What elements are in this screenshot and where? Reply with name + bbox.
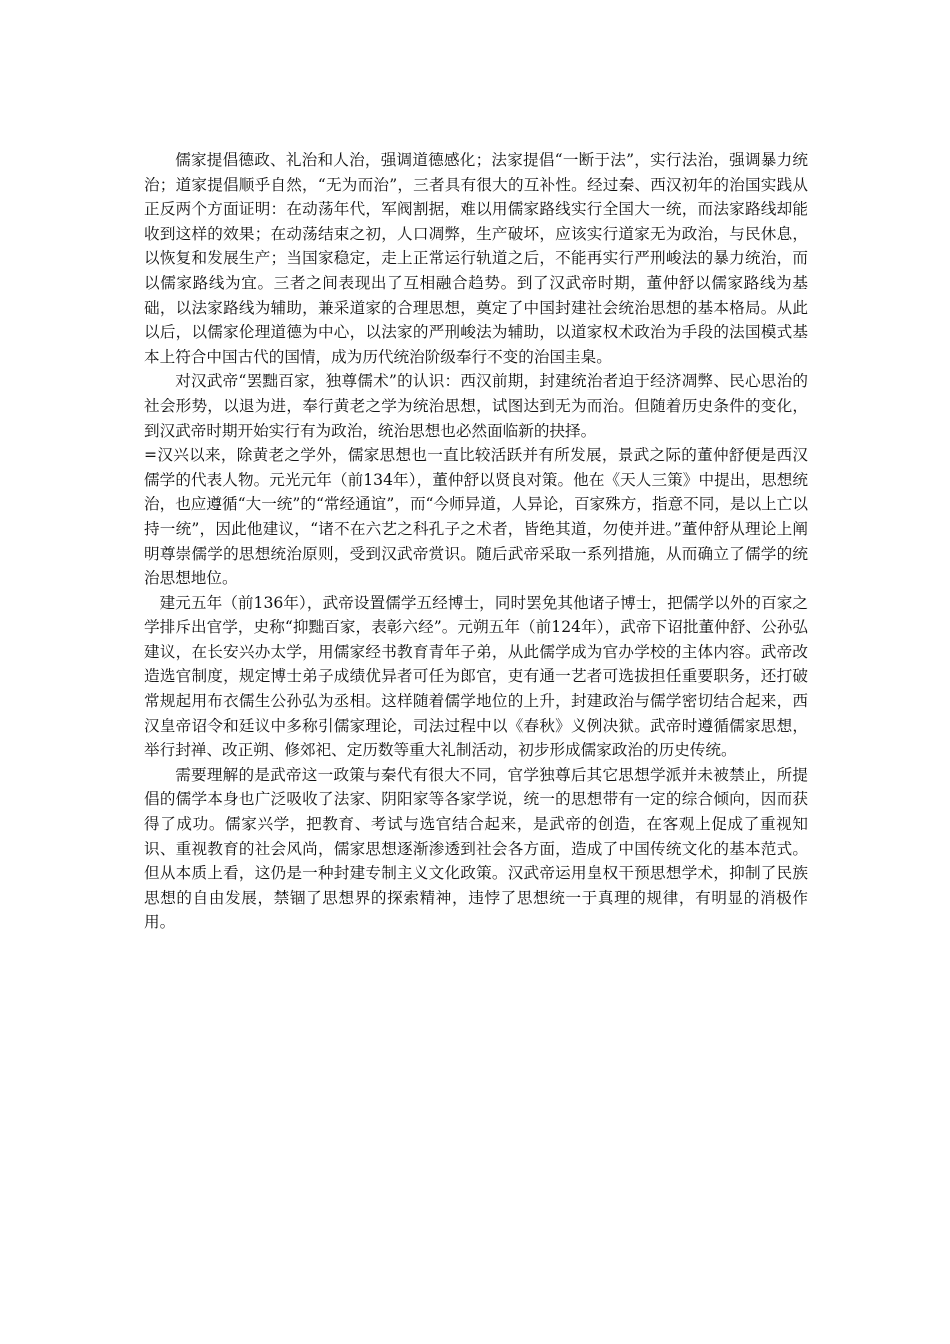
paragraph-policy-assessment: 需要理解的是武帝这一政策与秦代有很大不同，官学独尊后其它思想学派并未被禁止，所提倡的儒学本身也广泛吸收了法家、阴阳家等各家学说，统一的思想带有一定的综合倾向，因而获得了成功。儒家兴学，把教育、考试与选官结合起来，是武帝的创造，在客观上促成了重视知识、重视教育的社会风尚，儒家思想逐渐渗透到社会各方面，造成了中国传统文化的基本范式。但从本质上看，这仍是一种封建专制主义文化政策。汉武帝运用皇权干预思想学术，抑制了民族思想的自由发展，禁锢了思想界的探索精神，违悖了思想统一于真理的规律，有明显的消极作用。 (144, 765, 808, 932)
paragraph-jianyuan-measures: 建元五年（前136年），武帝设置儒学五经博士，同时罢免其他诸子博士，把儒学以外的百家之学排斥出官学，史称“抑黜百家，表彰六经”。元朔五年（前124年），武帝下诏批董仲舒、公孙弘建议，在长安兴办太学，用儒家经书教育青年子弟，从此儒学成为官办学校的主体内容。武帝改造选官制度，规定博士弟子成绩优异者可任为郎官，吏有通一艺者可选拔担任重要职务，还打破常规起用布衣儒生公孙弘为丞相。这样随着儒学地位的上升，封建政治与儒学密切结合起来，西汉皇帝诏令和廷议中多称引儒家理论，司法过程中以《春秋》义例决狱。武帝时遵循儒家思想，举行封禅、改正朔、修郊祀、定历数等重大礼制活动，初步形成儒家政治的历史传统。 (144, 593, 808, 760)
document-body (144, 148, 808, 935)
paragraph-emperor-wu-view: 对汉武帝“罢黜百家，独尊儒术”的认识：西汉前期，封建统治者迫于经济凋弊、民心思治的社会形势，以退为进，奉行黄老之学为统治思想，试图达到无为而治。但随着历史条件的变化，到汉武帝时期开始实行有为政治，统治思想也必然面临新的抉择。 (144, 372, 808, 440)
paragraph-dong-zhongshu: =汉兴以来，除黄老之学外，儒家思想也一直比较活跃并有所发展，景武之际的董仲舒便是西汉儒学的代表人物。元光元年（前134年），董仲舒以贤良对策。他在《天人三策》中提出，思想统治，也应遵循“大一统”的“常经通谊”，而“今师异道，人异论，百家殊方，指意不同，是以上亡以持一统”，因此他建议，“诸不在六艺之科孔子之术者，皆绝其道，勿使并进。”董仲舒从理论上阐明尊崇儒学的思想统治原则，受到汉武帝赏识。随后武帝采取一系列措施，从而确立了儒学的统治思想地位。 (144, 446, 808, 588)
paragraph-confucian-legalist-taoist: 儒家提倡德政、礼治和人治，强调道德感化；法家提倡“一断于法”，实行法治，强调暴力统治；道家提倡顺乎自然，“无为而治”，三者具有很大的互补性。经过秦、西汉初年的治国实践从正反两个方面证明：在动荡年代，军阀割据，难以用儒家路线实行全国大一统，而法家路线却能收到这样的效果；在动荡结束之初，人口凋弊，生产破坏，应该实行道家无为政治，与民休息，以恢复和发展生产；当国家稳定，走上正常运行轨道之后，不能再实行严刑峻法的暴力统治，而以儒家路线为宜。三者之间表现出了互相融合趋势。到了汉武帝时期，董仲舒以儒家路线为基础，以法家路线为辅助，兼采道家的合理思想，奠定了中国封建社会统治思想的基本格局。从此以后，以儒家伦理道德为中心，以法家的严刑峻法为辅助，以道家权术政治为手段的法国模式基本上符合中国古代的国情，成为历代统治阶级奉行不变的治国圭臬。 (144, 151, 808, 366)
